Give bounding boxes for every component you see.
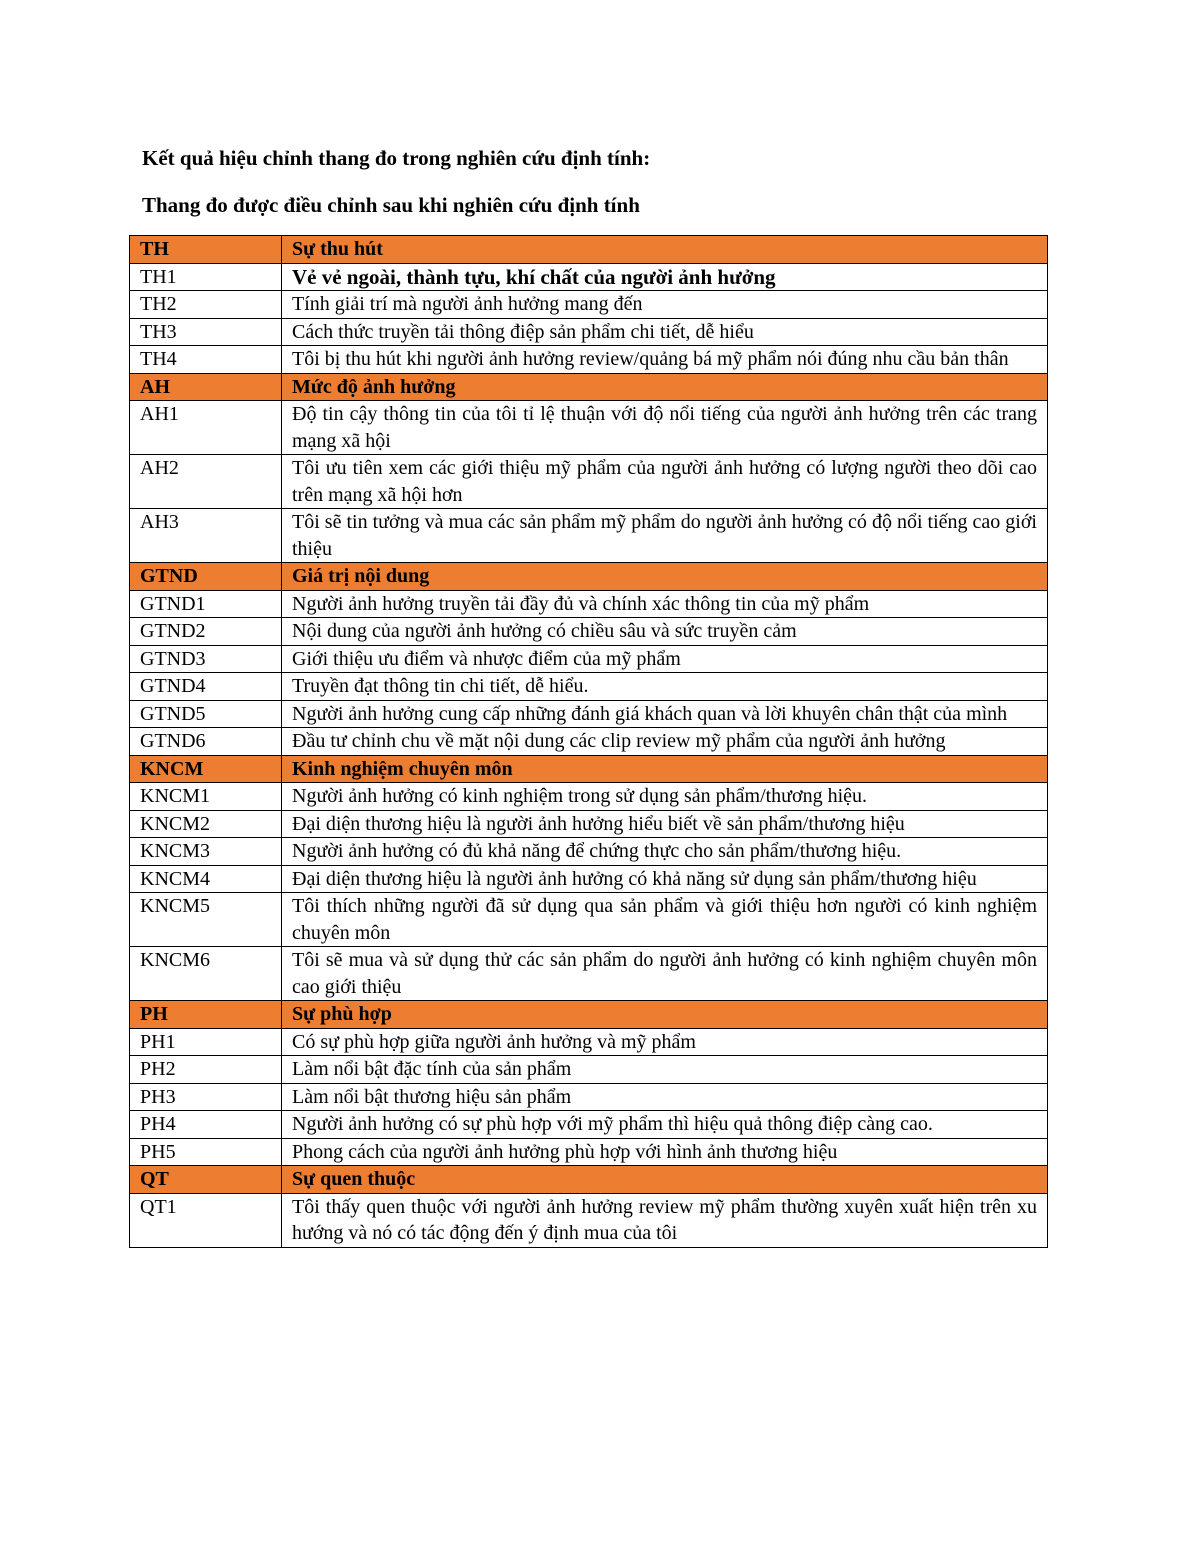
item-statement-cell: Làm nổi bật đặc tính của sản phẩm — [282, 1056, 1048, 1084]
item-statement-cell: Tôi thích những người đã sử dụng qua sản phẩm và giới thiệu hơn người có kinh nghiệm chuyên môn — [282, 893, 1048, 947]
scale-item-row — [130, 1083, 1048, 1111]
scale-item-row — [130, 1056, 1048, 1084]
scale-item-row — [130, 838, 1048, 866]
document-heading: Kết quả hiệu chỉnh thang đo trong nghiên cứu định tính: — [142, 146, 651, 170]
scale-item-row — [130, 346, 1048, 374]
item-statement-cell: Đại diện thương hiệu là người ảnh hưởng có khả năng sử dụng sản phẩm/thương hiệu — [282, 865, 1048, 893]
item-statement-cell: Vẻ vẻ ngoài, thành tựu, khí chất của người ảnh hưởng — [282, 263, 1048, 291]
scale-item-row — [130, 728, 1048, 756]
group-name-cell: Mức độ ảnh hưởng — [282, 373, 1048, 401]
group-name-cell: Giá trị nội dung — [282, 563, 1048, 591]
item-code-cell: KNCM6 — [130, 947, 282, 1001]
item-code-cell: GTND3 — [130, 645, 282, 673]
item-statement-cell: Phong cách của người ảnh hưởng phù hợp với hình ảnh thương hiệu — [282, 1138, 1048, 1166]
group-code-cell: QT — [130, 1166, 282, 1194]
scale-item-row — [130, 810, 1048, 838]
scale-item-row — [130, 263, 1048, 291]
item-statement-cell: Người ảnh hưởng cung cấp những đánh giá khách quan và lời khuyên chân thật của mình — [282, 700, 1048, 728]
item-code-cell: TH2 — [130, 291, 282, 319]
scale-group-row — [130, 755, 1048, 783]
item-code-cell: GTND1 — [130, 590, 282, 618]
group-name-cell: Sự quen thuộc — [282, 1166, 1048, 1194]
item-code-cell: QT1 — [130, 1193, 282, 1247]
item-code-cell: KNCM1 — [130, 783, 282, 811]
scale-item-row — [130, 401, 1048, 455]
item-statement-cell: Tôi thấy quen thuộc với người ảnh hưởng review mỹ phẩm thường xuyên xuất hiện trên xu hướng và nó có tác động đến ý định mua của tôi — [282, 1193, 1048, 1247]
item-statement-cell: Cách thức truyền tải thông điệp sản phẩm chi tiết, dễ hiểu — [282, 318, 1048, 346]
group-code-cell: KNCM — [130, 755, 282, 783]
scale-item-row — [130, 291, 1048, 319]
group-name-cell: Kinh nghiệm chuyên môn — [282, 755, 1048, 783]
item-statement-cell: Độ tin cậy thông tin của tôi tỉ lệ thuận với độ nổi tiếng của người ảnh hưởng trên các trang mạng xã hội — [282, 401, 1048, 455]
item-code-cell: GTND5 — [130, 700, 282, 728]
scale-item-row — [130, 318, 1048, 346]
item-statement-cell: Làm nổi bật thương hiệu sản phẩm — [282, 1083, 1048, 1111]
group-name-cell: Sự phù hợp — [282, 1001, 1048, 1029]
item-code-cell: AH3 — [130, 509, 282, 563]
item-code-cell: TH4 — [130, 346, 282, 374]
item-statement-cell: Đầu tư chỉnh chu về mặt nội dung các clip review mỹ phẩm của người ảnh hưởng — [282, 728, 1048, 756]
item-statement-cell: Tôi ưu tiên xem các giới thiệu mỹ phẩm của người ảnh hưởng có lượng người theo dõi cao trên mạng xã hội hơn — [282, 455, 1048, 509]
item-statement-cell: Truyền đạt thông tin chi tiết, dễ hiểu. — [282, 673, 1048, 701]
scale-item-row — [130, 893, 1048, 947]
item-code-cell: GTND6 — [130, 728, 282, 756]
item-statement-cell: Người ảnh hưởng truyền tải đầy đủ và chính xác thông tin của mỹ phẩm — [282, 590, 1048, 618]
group-name-cell: Sự thu hút — [282, 236, 1048, 264]
scale-item-row — [130, 590, 1048, 618]
item-statement-cell: Tôi sẽ mua và sử dụng thử các sản phẩm do người ảnh hưởng có kinh nghiệm chuyên môn cao giới thiệu — [282, 947, 1048, 1001]
item-statement-cell: Người ảnh hưởng có sự phù hợp với mỹ phẩm thì hiệu quả thông điệp càng cao. — [282, 1111, 1048, 1139]
scale-item-row — [130, 783, 1048, 811]
scale-item-row — [130, 1138, 1048, 1166]
scale-item-row — [130, 455, 1048, 509]
item-code-cell: AH1 — [130, 401, 282, 455]
item-statement-cell: Có sự phù hợp giữa người ảnh hưởng và mỹ phẩm — [282, 1028, 1048, 1056]
item-code-cell: TH1 — [130, 263, 282, 291]
item-code-cell: PH5 — [130, 1138, 282, 1166]
scale-table-body — [130, 236, 1048, 1248]
item-code-cell: GTND4 — [130, 673, 282, 701]
scale-item-row — [130, 1028, 1048, 1056]
item-statement-cell: Tôi sẽ tin tưởng và mua các sản phẩm mỹ phẩm do người ảnh hưởng có độ nổi tiếng cao giới thiệu — [282, 509, 1048, 563]
group-code-cell: TH — [130, 236, 282, 264]
scale-group-row — [130, 1001, 1048, 1029]
item-code-cell: PH2 — [130, 1056, 282, 1084]
scale-item-row — [130, 865, 1048, 893]
document-subheading: Thang đo được điều chỉnh sau khi nghiên cứu định tính — [142, 193, 640, 217]
item-statement-cell: Tính giải trí mà người ảnh hưởng mang đến — [282, 291, 1048, 319]
item-code-cell: GTND2 — [130, 618, 282, 646]
scale-item-row — [130, 700, 1048, 728]
group-code-cell: PH — [130, 1001, 282, 1029]
item-statement-cell: Giới thiệu ưu điểm và nhược điểm của mỹ phẩm — [282, 645, 1048, 673]
item-code-cell: KNCM2 — [130, 810, 282, 838]
group-code-cell: AH — [130, 373, 282, 401]
group-code-cell: GTND — [130, 563, 282, 591]
scale-item-row — [130, 947, 1048, 1001]
measurement-scale-table — [129, 235, 1048, 1248]
scale-group-row — [130, 1166, 1048, 1194]
item-code-cell: KNCM5 — [130, 893, 282, 947]
item-code-cell: PH4 — [130, 1111, 282, 1139]
item-statement-cell: Nội dung của người ảnh hưởng có chiều sâu và sức truyền cảm — [282, 618, 1048, 646]
item-statement-cell: Đại diện thương hiệu là người ảnh hưởng hiểu biết về sản phẩm/thương hiệu — [282, 810, 1048, 838]
scale-item-row — [130, 1111, 1048, 1139]
item-code-cell: PH1 — [130, 1028, 282, 1056]
item-statement-cell: Người ảnh hưởng có đủ khả năng để chứng thực cho sản phẩm/thương hiệu. — [282, 838, 1048, 866]
scale-item-row — [130, 1193, 1048, 1247]
scale-item-row — [130, 673, 1048, 701]
scale-item-row — [130, 509, 1048, 563]
scale-group-row — [130, 563, 1048, 591]
item-code-cell: AH2 — [130, 455, 282, 509]
item-code-cell: KNCM3 — [130, 838, 282, 866]
scale-group-row — [130, 236, 1048, 264]
scale-group-row — [130, 373, 1048, 401]
item-statement-cell: Người ảnh hưởng có kinh nghiệm trong sử dụng sản phẩm/thương hiệu. — [282, 783, 1048, 811]
scale-item-row — [130, 645, 1048, 673]
scale-item-row — [130, 618, 1048, 646]
item-code-cell: TH3 — [130, 318, 282, 346]
item-code-cell: KNCM4 — [130, 865, 282, 893]
item-code-cell: PH3 — [130, 1083, 282, 1111]
item-statement-cell: Tôi bị thu hút khi người ảnh hưởng review/quảng bá mỹ phẩm nói đúng nhu cầu bản thân — [282, 346, 1048, 374]
